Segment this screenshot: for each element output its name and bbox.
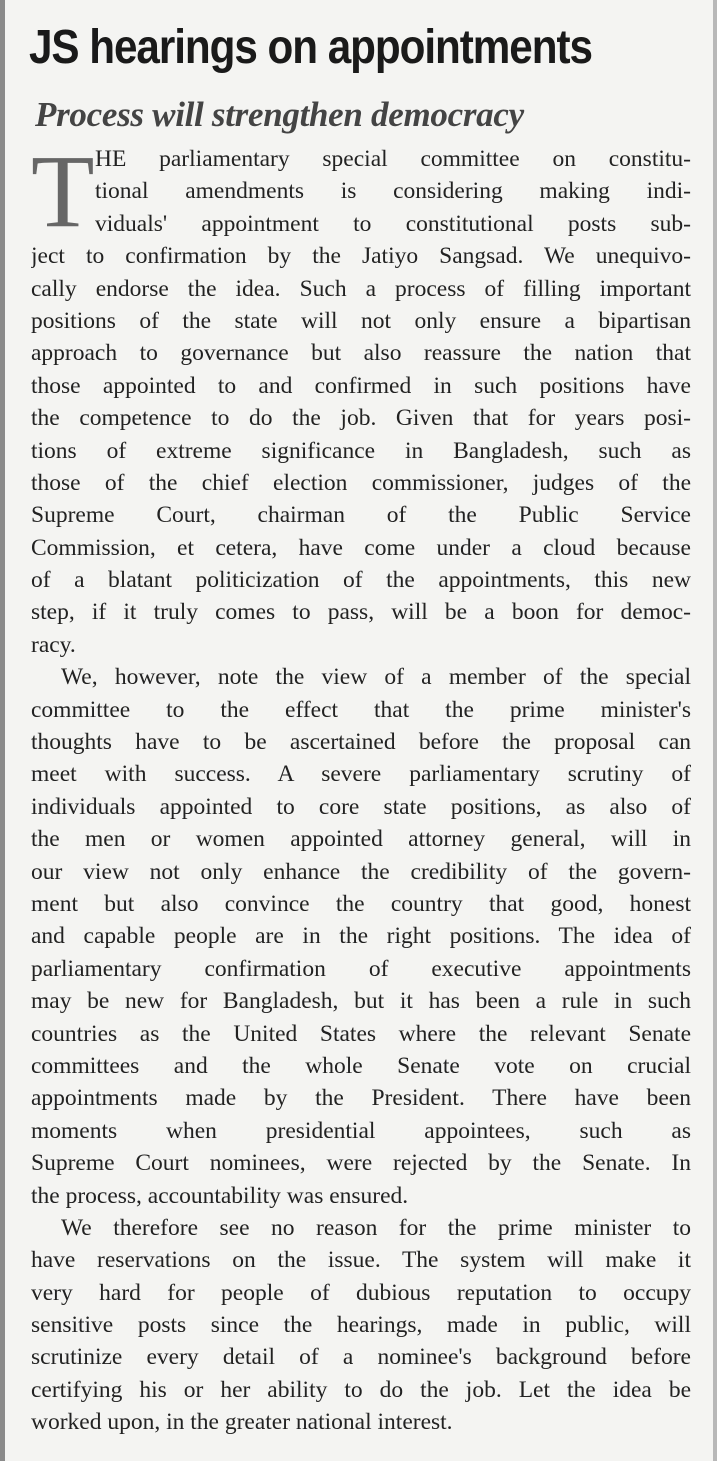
text-line: Commission, et cetera, have come under a cloud because [31,534,691,561]
text-line: scrutinize every detail of a nominee's background before [31,1344,691,1371]
text-line: HE parliamentary special committee on constitu- [95,146,691,172]
subheadline: Process will strengthen democracy [35,95,524,134]
text-line: countries as the United States where the relevant Senate [31,1020,691,1047]
text-line: sensitive posts since the hearings, made in public, will [31,1312,691,1339]
text-line: moments when presidential appointees, such as [31,1117,691,1144]
text-line: ment but also convince the country that good, honest [31,890,691,917]
headline: JS hearings on appointments [29,21,592,74]
text-line: appointments made by the President. There have been [31,1085,691,1112]
article-body [31,134,691,1439]
text-line: We therefore see no reason for the prime minister to [61,1214,691,1241]
text-line: ject to confirmation by the Jatiyo Sangsad. We unequivo- [31,243,691,270]
text-line: worked upon, in the greater national interest. [31,1409,453,1436]
paragraph-3 [31,1212,691,1439]
text-line: step, if it truly comes to pass, will be a boon for democ- [31,599,691,626]
text-line: committees and the whole Senate vote on crucial [31,1052,691,1079]
paragraph-1 [31,134,691,661]
text-line: parliamentary confirmation of executive appointments [31,955,691,982]
text-line: tional amendments is considering making indi- [95,178,691,205]
text-line: of a blatant politicization of the appointments, this new [31,567,691,594]
text-line: racy. [31,631,76,658]
text-line: individuals appointed to core state positions, as also of [31,793,691,820]
text-line: may be new for Bangladesh, but it has been a rule in such [31,988,691,1015]
text-line: certifying his or her ability to do the job. Let the idea be [31,1376,691,1403]
text-line: the process, accountability was ensured. [31,1182,409,1209]
text-line: those appointed to and confirmed in such positions have [31,372,691,399]
text-line: our view not only enhance the credibility of the govern- [31,858,691,885]
drop-cap: T [31,134,95,249]
text-line: and capable people are in the right positions. The idea of [31,923,691,950]
text-line: very hard for people of dubious reputation to occupy [31,1279,691,1306]
text-line: We, however, note the view of a member of the special [61,664,691,691]
text-line: the competence to do the job. Given that for years posi- [31,405,691,432]
text-line: Supreme Court nominees, were rejected by the Senate. In [31,1150,691,1177]
text-line: those of the chief election commissioner, judges of the [31,469,691,496]
text-line: positions of the state will not only ensure a bipartisan [31,307,691,334]
text-line: cally endorse the idea. Such a process of filling important [31,275,691,302]
text-line: have reservations on the issue. The system will make it [31,1247,691,1274]
text-line: Supreme Court, chairman of the Public Service [31,502,691,529]
text-line: the men or women appointed attorney general, will in [31,826,691,853]
text-line: thoughts have to be ascertained before the proposal can [31,729,691,756]
text-line: committee to the effect that the prime minister's [31,696,691,723]
paragraph-2 [31,661,691,1212]
text-line: tions of extreme significance in Bangladesh, such as [31,437,691,464]
text-line: meet with success. A severe parliamentary scrutiny of [31,761,691,788]
text-line: viduals' appointment to constitutional posts sub- [95,210,691,237]
text-line: approach to governance but also reassure the nation that [31,340,691,367]
